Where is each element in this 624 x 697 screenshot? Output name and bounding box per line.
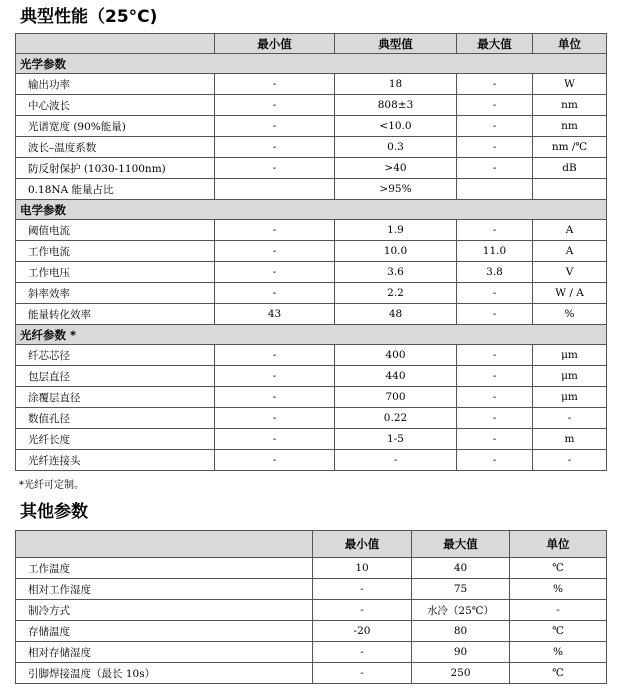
parameter-value: ℃ xyxy=(510,558,607,579)
parameter-value: - xyxy=(457,95,533,116)
parameter-name: 制冷方式 xyxy=(16,600,313,621)
header-unit: 单位 xyxy=(533,34,607,54)
parameter-value: - xyxy=(457,220,533,241)
parameter-name: 涂覆层直径 xyxy=(16,387,215,408)
header-min: 最小值 xyxy=(215,34,335,54)
header-typ: 典型值 xyxy=(335,34,457,54)
parameter-value: 90 xyxy=(412,642,510,663)
parameter-value: - xyxy=(215,241,335,262)
parameter-value: 0.22 xyxy=(335,408,457,429)
parameter-value: μm xyxy=(533,366,607,387)
parameter-value xyxy=(457,179,533,200)
table-row xyxy=(16,95,607,116)
parameter-value: μm xyxy=(533,387,607,408)
table-row xyxy=(16,621,607,642)
parameter-value: V xyxy=(533,262,607,283)
parameter-name: 波长–温度系数 xyxy=(16,137,215,158)
parameter-value: 3.8 xyxy=(457,262,533,283)
section-header-row xyxy=(16,325,607,345)
parameter-name: 斜率效率 xyxy=(16,283,215,304)
parameter-value: 3.6 xyxy=(335,262,457,283)
parameter-value: >40 xyxy=(335,158,457,179)
parameter-name: 相对存储湿度 xyxy=(16,642,313,663)
parameter-value: - xyxy=(313,579,412,600)
table-row xyxy=(16,283,607,304)
parameter-name: 包层直径 xyxy=(16,366,215,387)
parameter-name: 输出功率 xyxy=(16,74,215,95)
table-row xyxy=(16,262,607,283)
parameter-name: 工作电压 xyxy=(16,262,215,283)
header-blank xyxy=(16,531,313,558)
parameter-name: 光谱宽度 (90%能量) xyxy=(16,116,215,137)
parameter-value: - xyxy=(457,450,533,471)
fiber-customizable-note: *光纤可定制。 xyxy=(19,480,84,491)
table-row xyxy=(16,137,607,158)
parameter-value: - xyxy=(533,408,607,429)
table-row xyxy=(16,179,607,200)
table-row xyxy=(16,116,607,137)
table-row xyxy=(16,241,607,262)
table-row xyxy=(16,663,607,684)
parameter-value: -20 xyxy=(313,621,412,642)
parameter-value: - xyxy=(313,663,412,684)
parameter-value: ℃ xyxy=(510,663,607,684)
parameter-value: - xyxy=(313,642,412,663)
parameter-value: 43 xyxy=(215,304,335,325)
parameter-value: - xyxy=(457,74,533,95)
parameter-value: 10 xyxy=(313,558,412,579)
section-header-row xyxy=(16,54,607,74)
parameter-value: - xyxy=(215,116,335,137)
table-row xyxy=(16,600,607,621)
table-row xyxy=(16,558,607,579)
parameter-value: - xyxy=(215,283,335,304)
parameter-value: ℃ xyxy=(510,621,607,642)
parameter-value: - xyxy=(457,366,533,387)
parameter-value: - xyxy=(215,450,335,471)
other-parameters-title: 其他参数 xyxy=(20,502,88,522)
header-blank xyxy=(16,34,215,54)
section-title: 电学参数 xyxy=(16,200,607,220)
table-header-row xyxy=(16,531,607,558)
parameter-value: - xyxy=(215,408,335,429)
parameter-value: - xyxy=(215,262,335,283)
parameter-value: - xyxy=(215,158,335,179)
parameter-value: W / A xyxy=(533,283,607,304)
table-row xyxy=(16,220,607,241)
parameter-value: 1-5 xyxy=(335,429,457,450)
parameter-name: 阈值电流 xyxy=(16,220,215,241)
parameter-value: 250 xyxy=(412,663,510,684)
parameter-value: A xyxy=(533,241,607,262)
parameter-value: W xyxy=(533,74,607,95)
parameter-value: - xyxy=(510,600,607,621)
parameter-value: - xyxy=(215,366,335,387)
parameter-value: - xyxy=(533,450,607,471)
parameter-value: - xyxy=(215,387,335,408)
parameter-value: nm xyxy=(533,95,607,116)
parameter-value: % xyxy=(510,642,607,663)
parameter-value: - xyxy=(313,600,412,621)
typical-performance-table xyxy=(15,33,607,471)
parameter-value: - xyxy=(457,345,533,366)
table-row xyxy=(16,158,607,179)
parameter-value: μm xyxy=(533,345,607,366)
section-title: 光学参数 xyxy=(16,54,607,74)
typical-performance-title: 典型性能（25°C) xyxy=(20,7,158,27)
parameter-value: 75 xyxy=(412,579,510,600)
table-row xyxy=(16,74,607,95)
header-max: 最大值 xyxy=(412,531,510,558)
parameter-value: - xyxy=(215,95,335,116)
parameter-name: 能量转化效率 xyxy=(16,304,215,325)
header-min: 最小值 xyxy=(313,531,412,558)
parameter-name: 防反射保护 (1030-1100nm) xyxy=(16,158,215,179)
parameter-value: 10.0 xyxy=(335,241,457,262)
table-row xyxy=(16,387,607,408)
parameter-name: 相对工作湿度 xyxy=(16,579,313,600)
parameter-value: 0.3 xyxy=(335,137,457,158)
parameter-value: A xyxy=(533,220,607,241)
parameter-value: % xyxy=(510,579,607,600)
header-unit: 单位 xyxy=(510,531,607,558)
parameter-value: 700 xyxy=(335,387,457,408)
parameter-name: 引脚焊接温度（最长 10s） xyxy=(16,663,313,684)
parameter-value: - xyxy=(457,304,533,325)
parameter-value: 808±3 xyxy=(335,95,457,116)
table-row xyxy=(16,450,607,471)
parameter-value: 40 xyxy=(412,558,510,579)
other-parameters-table xyxy=(15,530,607,684)
parameter-value: - xyxy=(457,158,533,179)
parameter-value: - xyxy=(457,387,533,408)
parameter-value: 440 xyxy=(335,366,457,387)
parameter-value: - xyxy=(457,429,533,450)
parameter-value: % xyxy=(533,304,607,325)
parameter-value: 18 xyxy=(335,74,457,95)
section-header-row xyxy=(16,200,607,220)
parameter-name: 工作电流 xyxy=(16,241,215,262)
parameter-value: - xyxy=(215,220,335,241)
parameter-name: 光纤长度 xyxy=(16,429,215,450)
parameter-value: - xyxy=(215,74,335,95)
table-row xyxy=(16,642,607,663)
table-row xyxy=(16,366,607,387)
parameter-value: - xyxy=(215,429,335,450)
parameter-value: 1.9 xyxy=(335,220,457,241)
parameter-value: >95% xyxy=(335,179,457,200)
parameter-value: - xyxy=(457,408,533,429)
parameter-value: 80 xyxy=(412,621,510,642)
parameter-name: 纤芯芯径 xyxy=(16,345,215,366)
parameter-name: 0.18NA 能量占比 xyxy=(16,179,215,200)
parameter-value: m xyxy=(533,429,607,450)
parameter-name: 光纤连接头 xyxy=(16,450,215,471)
section-title: 光纤参数 * xyxy=(16,325,607,345)
parameter-name: 数值孔径 xyxy=(16,408,215,429)
parameter-value: dB xyxy=(533,158,607,179)
parameter-value: 水冷（25℃） xyxy=(412,600,510,621)
parameter-name: 中心波长 xyxy=(16,95,215,116)
parameter-value: - xyxy=(457,116,533,137)
parameter-value: <10.0 xyxy=(335,116,457,137)
header-max: 最大值 xyxy=(457,34,533,54)
table-row xyxy=(16,429,607,450)
table-row xyxy=(16,304,607,325)
parameter-value: nm /℃ xyxy=(533,137,607,158)
parameter-value xyxy=(215,179,335,200)
parameter-value: - xyxy=(215,345,335,366)
parameter-value: 48 xyxy=(335,304,457,325)
table-row xyxy=(16,408,607,429)
table-header-row xyxy=(16,34,607,54)
table-row xyxy=(16,579,607,600)
parameter-value: 400 xyxy=(335,345,457,366)
parameter-value: 2.2 xyxy=(335,283,457,304)
parameter-name: 工作温度 xyxy=(16,558,313,579)
parameter-value: - xyxy=(457,137,533,158)
parameter-name: 存储温度 xyxy=(16,621,313,642)
parameter-value: nm xyxy=(533,116,607,137)
parameter-value xyxy=(533,179,607,200)
parameter-value: 11.0 xyxy=(457,241,533,262)
parameter-value: - xyxy=(215,137,335,158)
table-row xyxy=(16,345,607,366)
parameter-value: - xyxy=(335,450,457,471)
parameter-value: - xyxy=(457,283,533,304)
